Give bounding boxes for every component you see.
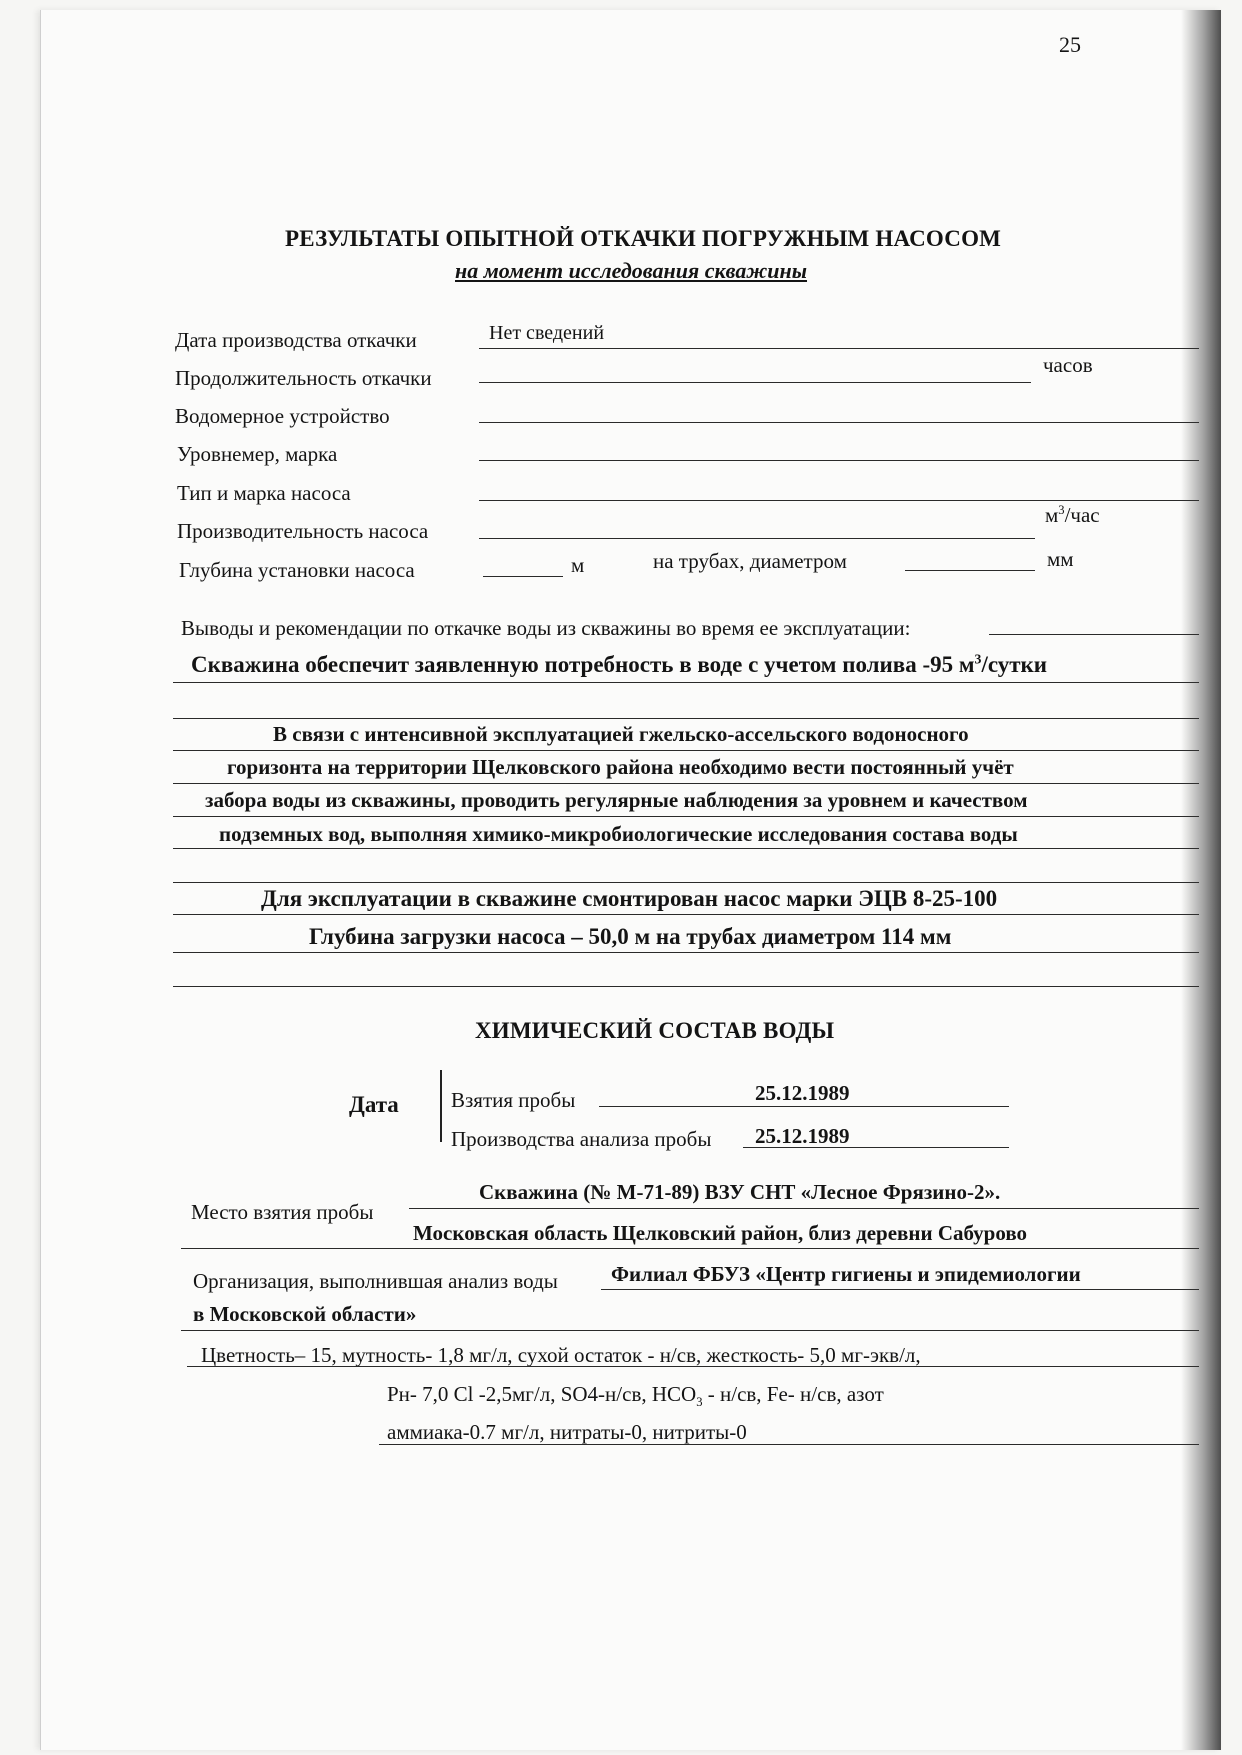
pumping-pump-type-label: Тип и марка насоса <box>177 481 351 505</box>
conclusions-para-2: горизонта на территории Щелковского района необходимо вести постоянный учёт <box>227 755 1014 779</box>
conclusions-line1-tail: /сутки <box>981 652 1048 677</box>
results-rule-1 <box>187 1366 1199 1367</box>
results-line-1: Цветность– 15, мутность- 1,8 мг/л, сухой остаток - н/св, жесткость- 5,0 мг-экв/л, <box>201 1343 921 1367</box>
results-rule-2 <box>379 1444 1199 1445</box>
analysis-line <box>743 1147 1009 1148</box>
analysis-value: 25.12.1989 <box>755 1124 850 1148</box>
results-line-2-sub: 3 <box>696 1395 703 1410</box>
conclusions-para-3: забора воды из скважины, проводить регулярные наблюдения за уровнем и качеством <box>205 788 1028 812</box>
pumping-pipes-line <box>905 570 1035 571</box>
analysis-label: Производства анализа пробы <box>451 1127 712 1151</box>
conclusions-rule-1 <box>173 682 1199 683</box>
pumping-pipes-label: на трубах, диаметром <box>653 549 847 573</box>
org-value: Филиал ФБУЗ «Центр гигиены и эпидемиологии <box>611 1262 1081 1286</box>
org-value-2: в Московской области» <box>193 1302 417 1326</box>
pump-installed: Для эксплуатации в скважине смонтирован насос марки ЭЦВ 8-25-100 <box>261 886 998 911</box>
conclusions-rule-9 <box>173 952 1199 953</box>
conclusions-rule-4 <box>173 783 1199 784</box>
results-line-2-tail: - н/св, Fe- н/св, азот <box>702 1382 884 1406</box>
capacity-unit-tail: /час <box>1064 503 1100 527</box>
place-value-2: Московская область Щелковский район, близ деревни Сабурово <box>413 1221 1028 1245</box>
pumping-date-value: Нет сведений <box>489 322 605 344</box>
conclusions-para-4: подземных вод, выполняя химико-микробиологические исследования состава воды <box>219 822 1018 846</box>
pumping-date-label: Дата производства откачки <box>175 328 417 352</box>
pumping-pump-type-line <box>479 500 1199 501</box>
chemistry-date-divider <box>440 1070 442 1142</box>
pumping-capacity-unit <box>1045 503 1100 528</box>
chemistry-date-label: Дата <box>349 1092 399 1117</box>
pumping-date-line <box>479 348 1199 349</box>
conclusions-line1 <box>191 652 1047 678</box>
sampling-value: 25.12.1989 <box>755 1081 850 1105</box>
place-label: Место взятия пробы <box>191 1200 374 1224</box>
pumping-pipes-unit: мм <box>1047 547 1074 571</box>
place-line-1 <box>409 1208 1199 1209</box>
pumping-meter-label: Водомерное устройство <box>175 404 390 428</box>
place-value: Скважина (№ М-71-89) ВЗУ СНТ «Лесное Фрязино-2». <box>479 1180 1001 1204</box>
org-line-1 <box>601 1289 1199 1290</box>
pumping-depth-line <box>483 576 563 577</box>
results-line-2-main: Рн- 7,0 Cl -2,5мг/л, SO4-н/св, НСО <box>387 1382 697 1406</box>
page-number: 25 <box>1059 32 1081 57</box>
pumping-depth-unit: м <box>571 553 585 577</box>
pumping-duration-unit: часов <box>1043 353 1093 377</box>
capacity-unit-sup: 3 <box>1058 503 1065 517</box>
pumping-depth-label: Глубина установки насоса <box>179 558 415 582</box>
pumping-level-meter-line <box>479 460 1199 461</box>
sampling-line <box>599 1106 1009 1107</box>
conclusions-rule-3 <box>173 750 1199 751</box>
pumping-capacity-line <box>479 538 1035 539</box>
conclusions-rule-10 <box>173 986 1199 987</box>
pumping-level-meter-label: Уровнемер, марка <box>177 442 338 466</box>
chemistry-title: ХИМИЧЕСКИЙ СОСТАВ ВОДЫ <box>475 1018 835 1043</box>
conclusions-line1-main: Скважина обеспечит заявленную потребность в воде с учетом полива -95 м <box>191 652 975 677</box>
conclusions-label-line <box>989 634 1199 635</box>
pumping-subtitle: на момент исследования скважины <box>455 258 808 283</box>
page-edge-shadow <box>1181 10 1221 1750</box>
results-line-3: аммиака-0.7 мг/л, нитраты-0, нитриты-0 <box>387 1420 747 1444</box>
conclusions-rule-8 <box>173 914 1199 915</box>
place-line-2 <box>181 1248 1199 1249</box>
pumping-title: РЕЗУЛЬТАТЫ ОПЫТНОЙ ОТКАЧКИ ПОГРУЖНЫМ НАСОСОМ <box>285 226 1002 251</box>
results-line-2 <box>387 1382 884 1410</box>
pumping-meter-line <box>479 422 1199 423</box>
conclusions-label: Выводы и рекомендации по откачке воды из скважины во время ее эксплуатации: <box>181 616 911 640</box>
pumping-capacity-label: Производительность насоса <box>177 519 429 543</box>
conclusions-rule-5 <box>173 816 1199 817</box>
conclusions-para-1: В связи с интенсивной эксплуатацией гжельско-ассельского водоносного <box>273 722 969 746</box>
pump-depth: Глубина загрузки насоса – 50,0 м на трубах диаметром 114 мм <box>309 924 952 949</box>
sampling-label: Взятия пробы <box>451 1088 576 1112</box>
pumping-duration-label: Продолжительность откачки <box>175 366 432 390</box>
pumping-duration-line <box>479 382 1031 383</box>
org-line-2 <box>181 1330 1199 1331</box>
capacity-unit-base: м <box>1045 503 1059 527</box>
org-label: Организация, выполнившая анализ воды <box>193 1269 558 1293</box>
conclusions-line1-sup: 3 <box>974 651 982 667</box>
conclusions-rule-6 <box>173 848 1199 849</box>
conclusions-rule-2 <box>173 718 1199 719</box>
conclusions-rule-7 <box>173 882 1199 883</box>
document-page <box>40 10 1221 1750</box>
